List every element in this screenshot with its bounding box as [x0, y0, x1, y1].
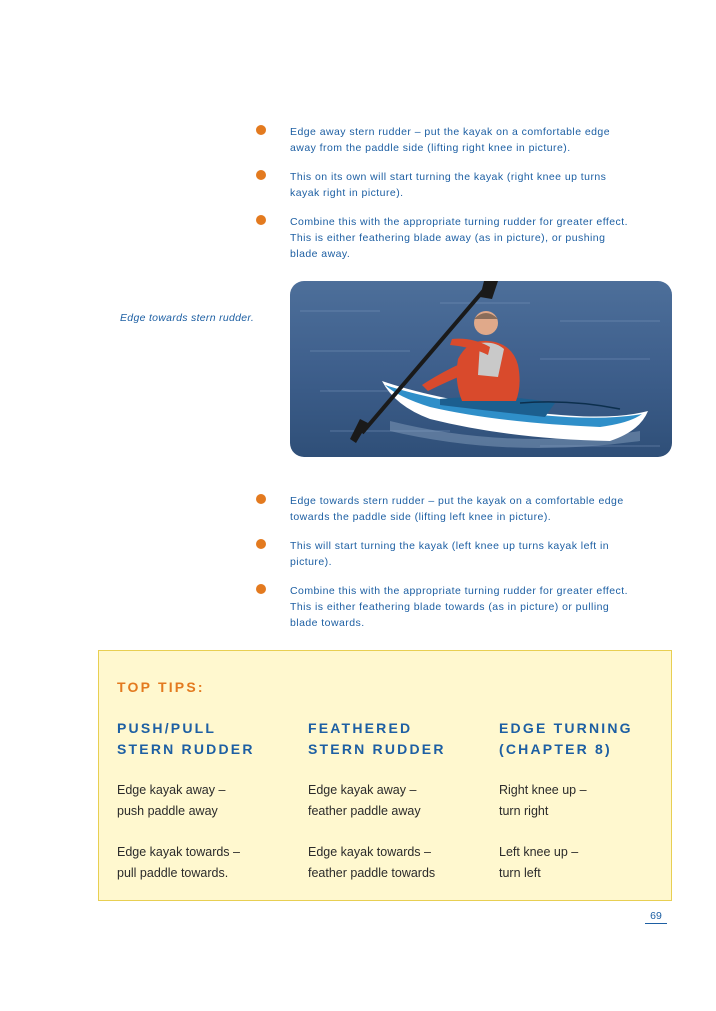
bullet-item: [256, 493, 676, 525]
bullet-item: [256, 583, 676, 631]
top-tips-title: TOP TIPS:: [117, 679, 205, 695]
kayaker-photo: [290, 281, 672, 457]
bullet-text: Edge towards stern rudder – put the kayak on a comfortable edge towards the paddle side (lifting left knee in picture).: [290, 495, 624, 523]
bullet-item: [256, 124, 676, 156]
top-tips-box: [98, 650, 672, 901]
bullet-item: [256, 538, 676, 570]
bullet-text: Edge away stern rudder – put the kayak on a comfortable edge away from the paddle side (lifting right knee in picture).: [290, 126, 611, 154]
bullet-text: This will start turning the kayak (left knee up turns kayak left in picture).: [290, 540, 610, 568]
tips-column-heading: PUSH/PULL STERN RUDDER: [117, 720, 255, 757]
bullet-dot-icon: [256, 494, 266, 504]
bullet-item: [256, 169, 676, 201]
bullet-text: Combine this with the appropriate turning rudder for greater effect. This is either feathering blade away (as in picture), or pushing blade away.: [290, 216, 628, 260]
tips-column-heading: EDGE TURNING (CHAPTER 8): [499, 720, 633, 757]
tips-pair: Right knee up – turn right: [499, 783, 587, 818]
tips-pair: Edge kayak away – push paddle away: [117, 783, 226, 818]
tips-column-edge-turning: [499, 718, 684, 884]
photo-caption: Edge towards stern rudder.: [120, 312, 255, 324]
bullet-text: Combine this with the appropriate turning rudder for greater effect. This is either feathering blade towards (as in picture) or pulling blade towards.: [290, 585, 628, 629]
bullet-dot-icon: [256, 170, 266, 180]
bullet-list-edge-away: [256, 124, 676, 275]
bullet-list-edge-towards: [256, 493, 676, 644]
tips-pair: Edge kayak away – feather paddle away: [308, 783, 421, 818]
tips-pair: Edge kayak towards – pull paddle towards.: [117, 845, 240, 880]
bullet-dot-icon: [256, 584, 266, 594]
bullet-dot-icon: [256, 539, 266, 549]
tips-column-heading: FEATHERED STERN RUDDER: [308, 720, 446, 757]
page-number: 69: [645, 910, 667, 924]
bullet-item: [256, 214, 676, 262]
tips-column-push-pull: [117, 718, 302, 884]
bullet-dot-icon: [256, 125, 266, 135]
tips-pair: Edge kayak towards – feather paddle towards: [308, 845, 436, 880]
tips-pair: Left knee up – turn left: [499, 845, 579, 880]
bullet-text: This on its own will start turning the kayak (right knee up turns kayak right in picture).: [290, 171, 607, 199]
kayaker-photo-icon: [290, 281, 672, 457]
tips-column-feathered: [308, 718, 493, 884]
bullet-dot-icon: [256, 215, 266, 225]
